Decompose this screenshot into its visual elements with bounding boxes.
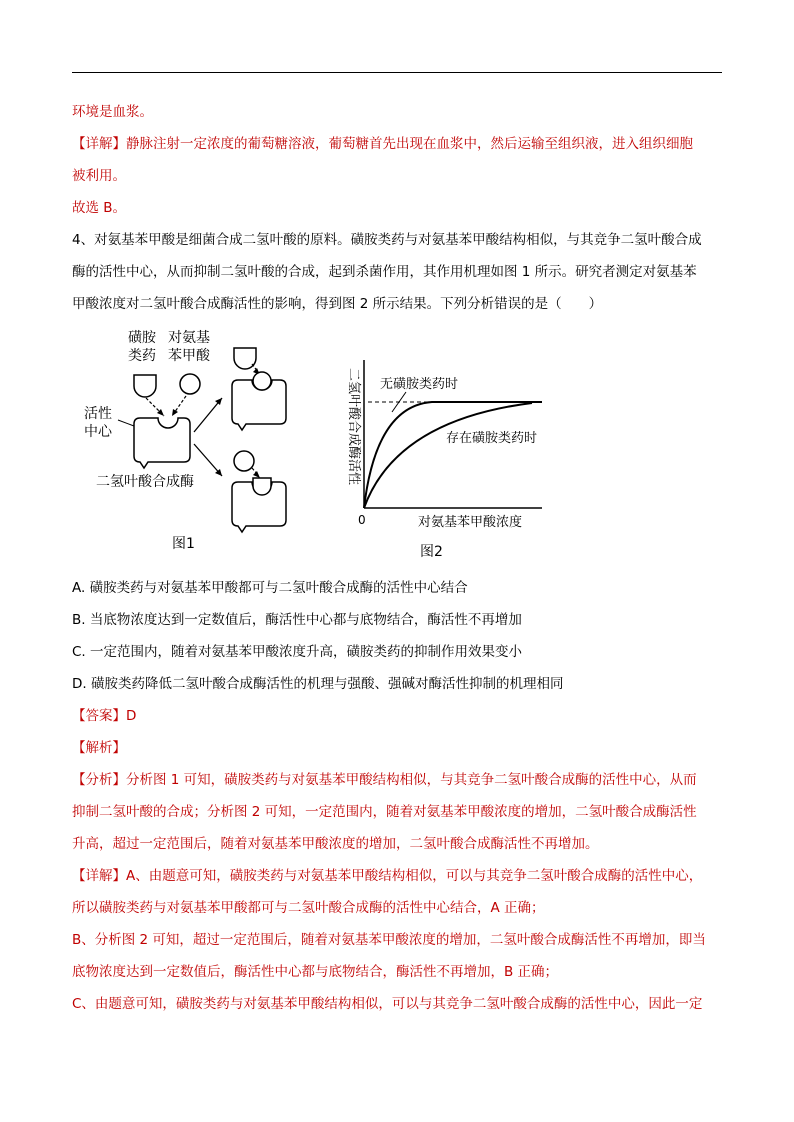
answer-line: 【答案】D [72, 708, 137, 724]
substrate-circle-bottom [234, 451, 254, 471]
text-line: 【详解】A、由题意可知，磺胺类药与对氨基苯甲酸结构相似，可以与其竞争二氢叶酸合成酶的活性中心， [72, 868, 703, 884]
figure2-ylabel: 二氢叶酸合成酶活性 [346, 368, 361, 486]
substrate-circle [180, 374, 200, 394]
figure2 [346, 360, 542, 560]
question-line: 4、对氨基苯甲酸是细菌合成二氢叶酸的原料。磺胺类药与对氨基苯甲酸结构相似，与其竞争二氢叶酸合成 [72, 232, 702, 248]
text-line: 被利用。 [72, 168, 126, 184]
text-line: 环境是血浆。 [72, 104, 153, 120]
arrow-head [253, 471, 260, 478]
curve-with-drug [364, 403, 532, 508]
figure2-xlabel: 对氨基苯甲酸浓度 [418, 515, 523, 530]
substrate-circle-top [253, 372, 271, 390]
text-line: 【详解】静脉注射一定浓度的葡萄糖溶液，葡萄糖首先出现在血浆中，然后运输至组织液，进入组织细胞 [72, 136, 693, 152]
text-line: 故选 B。 [72, 200, 127, 216]
question-line: 酶的活性中心，从而抑制二氢叶酸的合成，起到杀菌作用，其作用机理如图 1 所示。研究者测定对氨基苯 [72, 264, 697, 280]
drug-shape-bottom [253, 478, 271, 495]
text-line: 底物浓度达到一定数值后，酶活性中心都与底物结合，酶活性不再增加，B 正确； [72, 964, 559, 980]
arrow-head [215, 398, 222, 405]
label-active-1: 活性 [84, 406, 112, 422]
text-line: 升高，超过一定范围后，随着对氨基苯甲酸浓度的增加，二氢叶酸合成酶活性不再增加。 [72, 836, 599, 852]
text-line: 【分析】分析图 1 可知，磺胺类药与对氨基苯甲酸结构相似，与其竞争二氢叶酸合成酶的活性中心，从而 [72, 772, 697, 788]
figure-svg [72, 320, 592, 570]
option-a: A. 磺胺类药与对氨基苯甲酸都可与二氢叶酸合成酶的活性中心结合 [72, 580, 468, 596]
text-line: C、由题意可知，磺胺类药与对氨基苯甲酸结构相似，可以与其竞争二氢叶酸合成酶的活性中心，因此一定 [72, 996, 703, 1012]
figure1 [84, 329, 286, 552]
drug-shape [134, 375, 156, 397]
label-active-2: 中心 [84, 424, 112, 440]
label-enzyme: 二氢叶酸合成酶 [96, 474, 194, 490]
text-line: B、分析图 2 可知，超过一定范围后，随着对氨基苯甲酸浓度的增加，二氢叶酸合成酶活性不再增加，即当 [72, 932, 706, 948]
curve2-label: 存在磺胺类药时 [446, 431, 538, 446]
label-substrate-2: 苯甲酸 [168, 348, 210, 364]
header-rule [72, 72, 722, 73]
origin-label: 0 [358, 513, 366, 527]
pointer-line [118, 420, 134, 426]
text-line: 所以磺胺类药与对氨基苯甲酸都可与二氢叶酸合成酶的活性中心结合，A 正确； [72, 900, 545, 916]
figures [72, 320, 592, 570]
label-drug-1: 磺胺 [128, 330, 156, 346]
question-line: 甲酸浓度对二氢叶酸合成酶活性的影响，得到图 2 所示结果。下列分析错误的是（ ） [72, 296, 603, 312]
curve-without-drug [364, 402, 542, 508]
text-line: 抑制二氢叶酸的合成；分析图 2 可知，一定范围内，随着对氨基苯甲酸浓度的增加，二氢叶酸合成酶活性 [72, 804, 697, 820]
figure1-caption: 图1 [172, 536, 195, 552]
label-substrate-1: 对氨基 [168, 330, 210, 346]
analysis-heading: 【解析】 [72, 740, 126, 756]
curve1-label: 无磺胺类药时 [380, 377, 459, 392]
option-c: C. 一定范围内，随着对氨基苯甲酸浓度升高，磺胺类药的抑制作用效果变小 [72, 644, 523, 660]
option-d: D. 磺胺类药降低二氢叶酸合成酶活性的机理与强酸、强碱对酶活性抑制的机理相同 [72, 676, 564, 692]
figure2-caption: 图2 [420, 544, 443, 560]
label-drug-2: 类药 [128, 348, 156, 364]
arrow-head [172, 409, 178, 416]
enzyme-shape [134, 418, 190, 468]
option-b: B. 当底物浓度达到一定数值后，酶活性中心都与底物结合，酶活性不再增加 [72, 612, 522, 628]
